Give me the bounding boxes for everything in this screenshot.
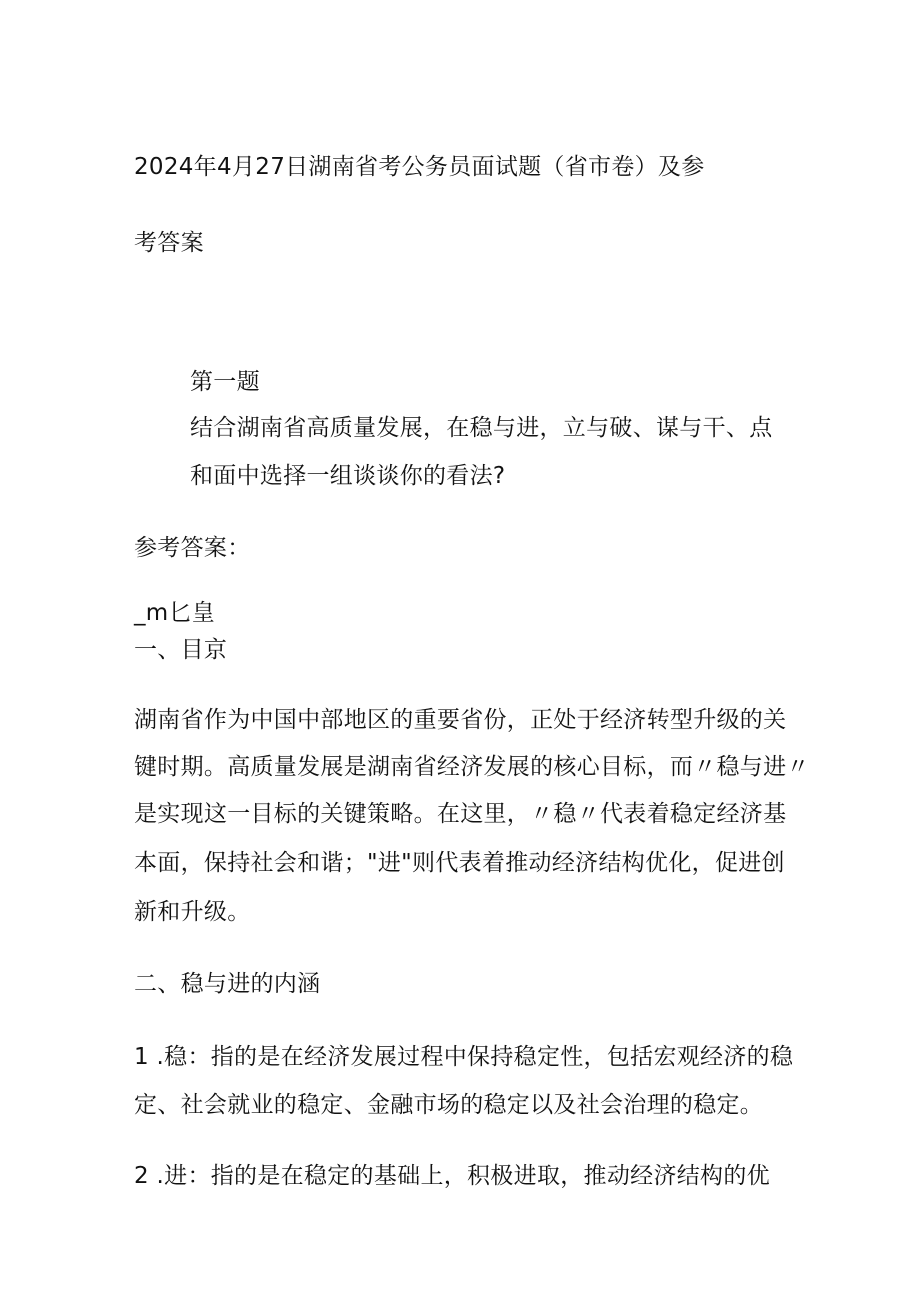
item-1-line-1: 1 .稳：指的是在经济发展过程中保持稳定性，包括宏观经济的稳 xyxy=(134,1044,794,1070)
garbled-heading-line: _m匕皇 xyxy=(134,600,216,626)
paragraph-1-line-4: 本面，保持社会和谐；"进"则代表着推动经济结构优化，促进创 xyxy=(134,850,785,876)
question-heading: 第一题 xyxy=(190,369,260,395)
item-2-line-1: 2 .进：指的是在稳定的基础上，积极进取，推动经济结构的优 xyxy=(134,1163,770,1189)
document-title-line-1: 2024年4月27日湖南省考公务员面试题（省市卷）及参 xyxy=(134,154,705,180)
section-1-heading: 一、目京 xyxy=(134,637,228,663)
paragraph-1-line-1: 湖南省作为中国中部地区的重要省份，正处于经济转型升级的关 xyxy=(134,707,787,733)
question-text-line-2: 和面中选择一组谈谈你的看法? xyxy=(190,463,506,489)
paragraph-1-line-2: 键时期。高质量发展是湖南省经济发展的核心目标，而〃稳与进〃 xyxy=(134,754,810,780)
section-2-heading: 二、稳与进的内涵 xyxy=(134,971,321,997)
answer-label: 参考答案： xyxy=(134,535,251,561)
item-1-line-2: 定、社会就业的稳定、金融市场的稳定以及社会治理的稳定。 xyxy=(134,1092,764,1118)
paragraph-1-line-3: 是实现这一目标的关键策略。在这里，〃稳〃代表着稳定经济基 xyxy=(134,801,787,827)
question-text-line-1: 结合湖南省高质量发展，在稳与进，立与破、谋与干、点 xyxy=(190,415,773,441)
document-title-line-2: 考答案 xyxy=(134,230,204,256)
paragraph-1-line-5: 新和升级。 xyxy=(134,899,251,925)
